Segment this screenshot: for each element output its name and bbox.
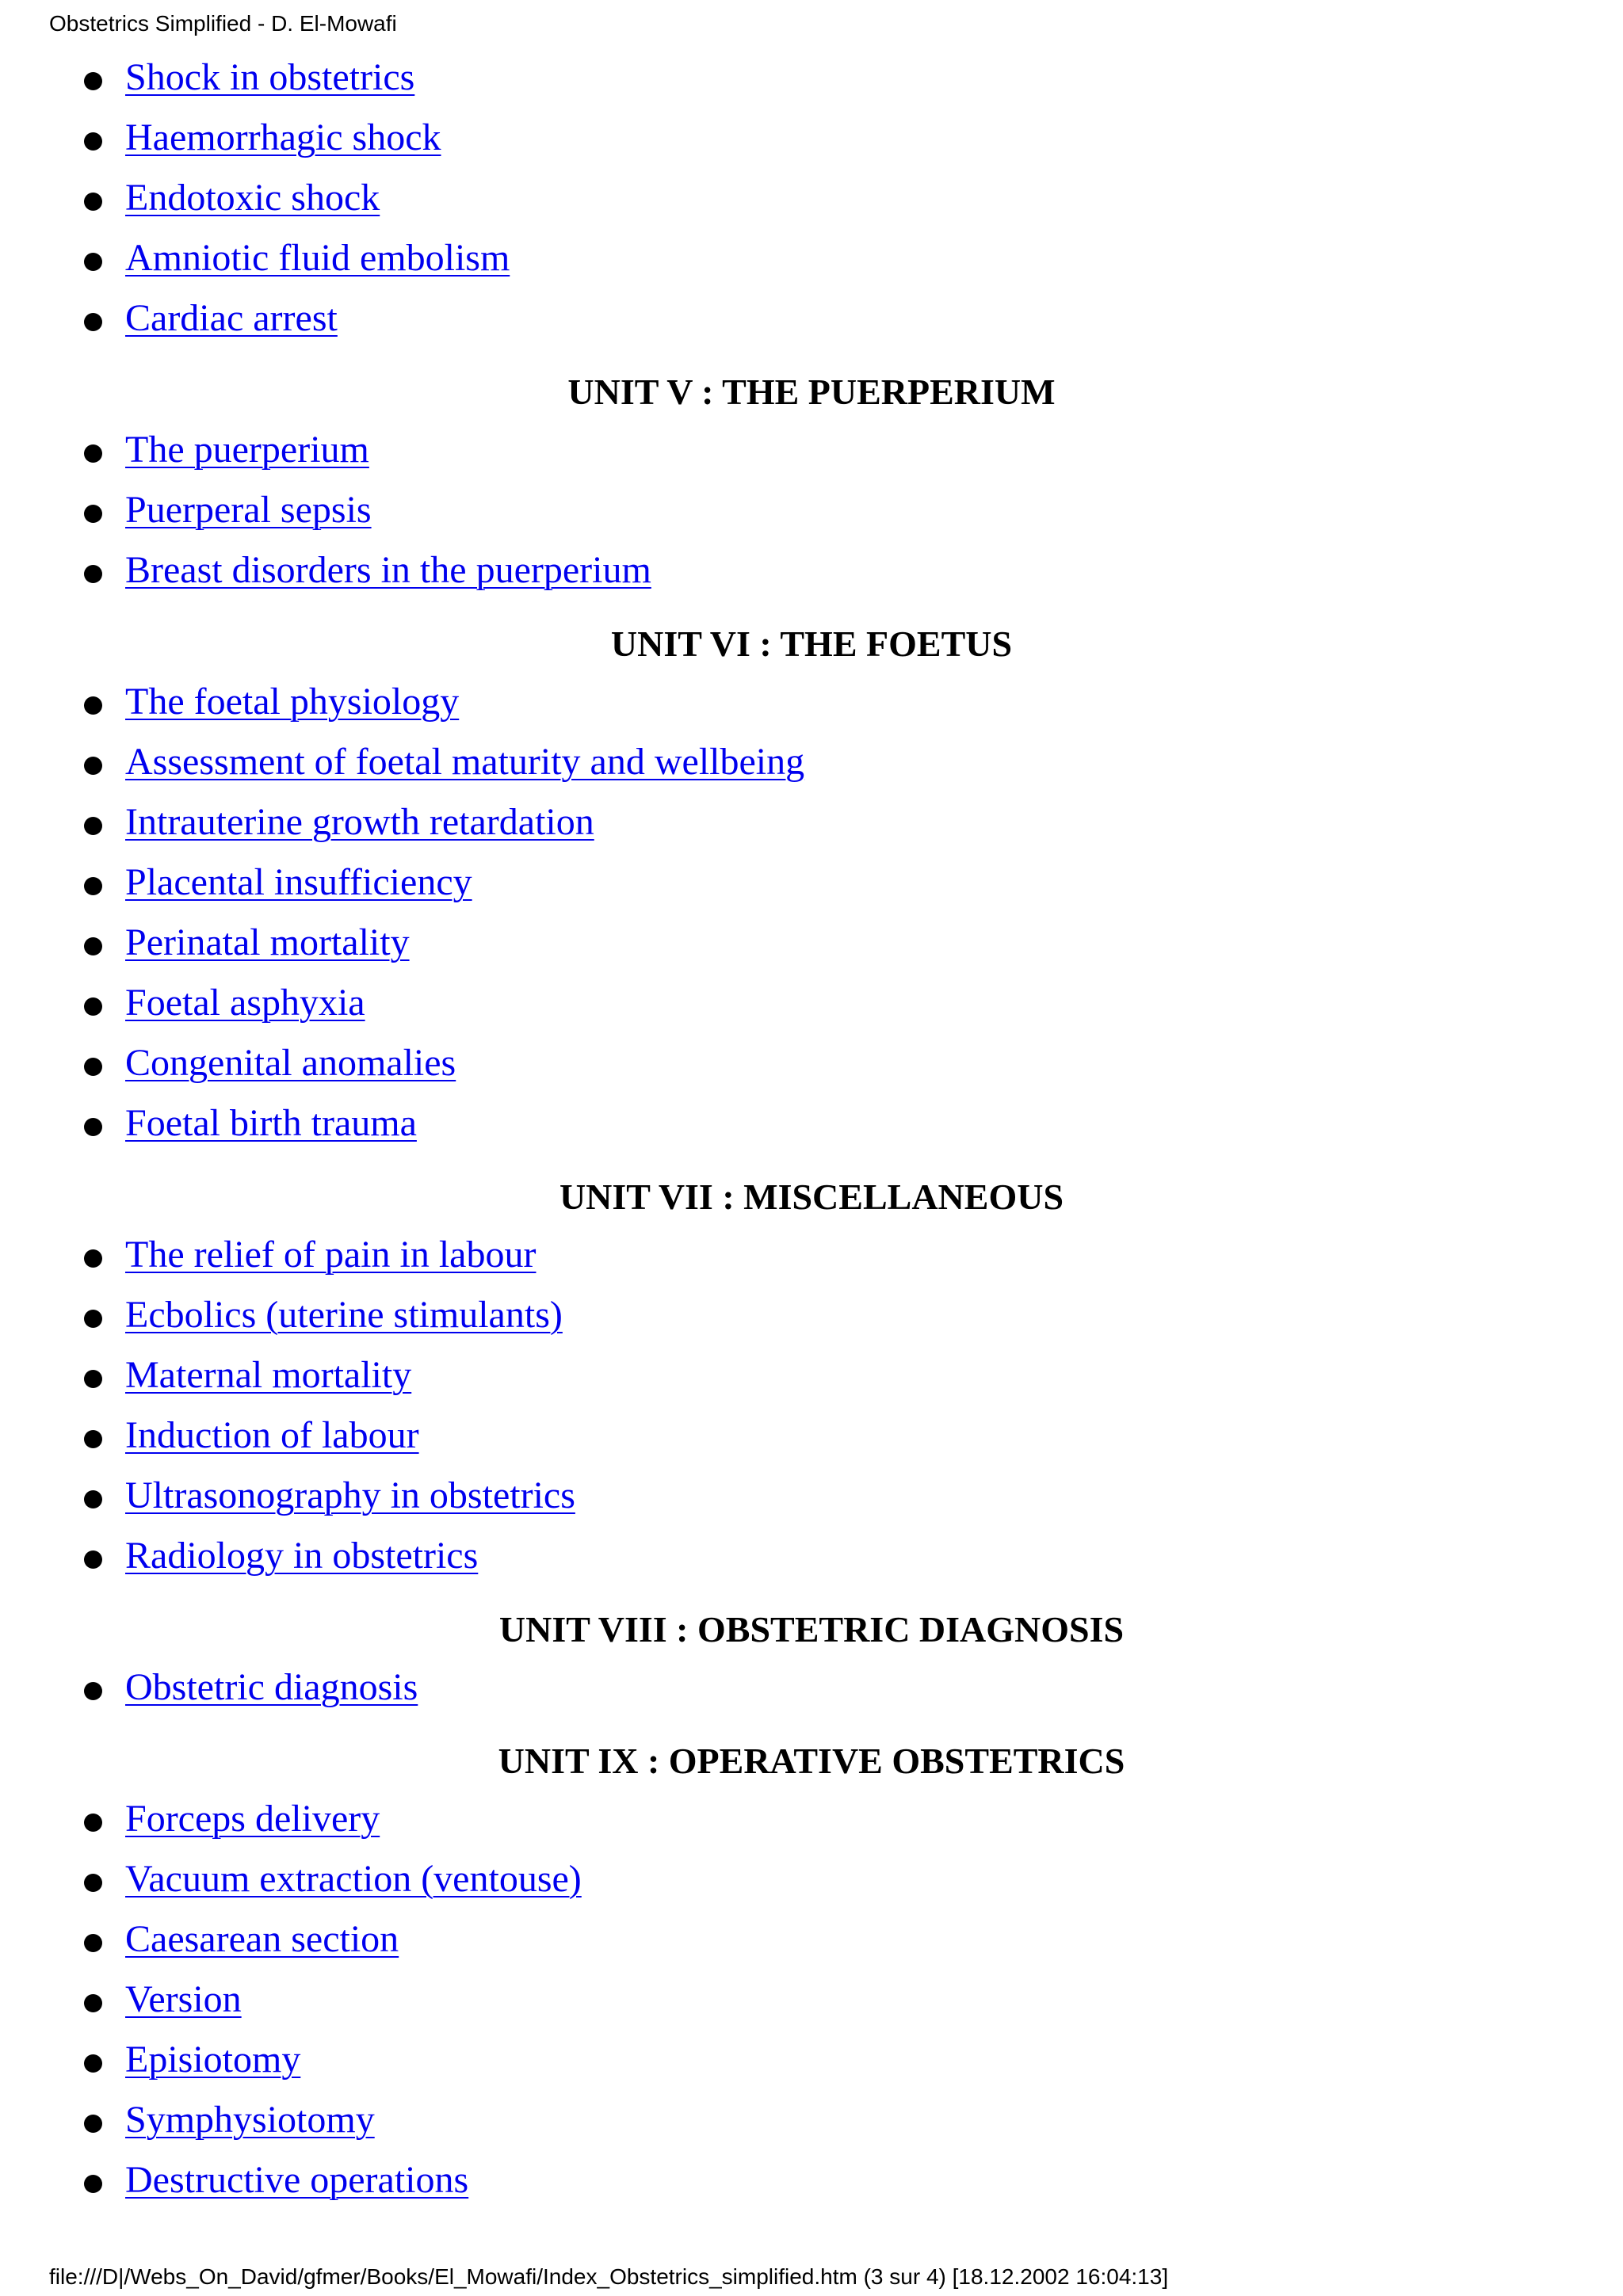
list-item <box>0 672 1623 732</box>
bullet-icon <box>84 997 102 1016</box>
list-item <box>0 732 1623 792</box>
list-item <box>0 1789 1623 1849</box>
toc-list-puerperium <box>0 420 1623 601</box>
list-item <box>0 792 1623 852</box>
bullet-icon <box>84 1249 102 1268</box>
toc-list-unit-iv-shock <box>0 48 1623 349</box>
bullet-icon <box>84 565 102 583</box>
toc-link[interactable]: Obstetric diagnosis <box>125 1666 418 1708</box>
list-item <box>0 2090 1623 2150</box>
page-header-title: Obstetrics Simplified - D. El-Mowafi <box>49 11 397 36</box>
bullet-icon <box>84 1310 102 1328</box>
toc-link[interactable]: Cardiac arrest <box>125 297 338 339</box>
toc-link[interactable]: Caesarean section <box>125 1918 399 1960</box>
toc-content <box>0 48 1623 2210</box>
toc-link[interactable]: Assessment of foetal maturity and wellbeing <box>125 741 805 783</box>
toc-link[interactable]: Ecbolics (uterine stimulants) <box>125 1294 563 1336</box>
list-item <box>0 913 1623 973</box>
toc-link[interactable]: Induction of labour <box>125 1414 419 1456</box>
list-item <box>0 1909 1623 1970</box>
bullet-icon <box>84 1430 102 1448</box>
page-footer-url: file:///D|/Webs_On_David/gfmer/Books/El_Mowafi/Index_Obstetrics_simplified.htm (3 sur 4) [18.12.2002 16:04:13] <box>49 2264 1169 2289</box>
unit-heading-foetus: UNIT VI : THE FOETUS <box>610 624 1013 664</box>
toc-link[interactable]: Haemorrhagic shock <box>125 116 441 158</box>
toc-link[interactable]: Endotoxic shock <box>125 177 380 219</box>
bullet-icon <box>84 2115 102 2133</box>
bullet-icon <box>84 1118 102 1136</box>
toc-link[interactable]: Perinatal mortality <box>125 921 410 963</box>
toc-link[interactable]: Breast disorders in the puerperium <box>125 549 651 591</box>
toc-list-operative-obstetrics <box>0 1789 1623 2210</box>
list-item <box>0 1657 1623 1718</box>
list-item <box>0 1970 1623 2030</box>
list-item <box>0 1225 1623 1285</box>
bullet-icon <box>84 1370 102 1388</box>
toc-link[interactable]: Amniotic fluid embolism <box>125 237 510 279</box>
bullet-icon <box>84 1550 102 1569</box>
list-item <box>0 1526 1623 1586</box>
bullet-icon <box>84 817 102 835</box>
bullet-icon <box>84 1814 102 1832</box>
bullet-icon <box>84 2054 102 2073</box>
toc-link[interactable]: Shock in obstetrics <box>125 56 415 98</box>
toc-link[interactable]: The foetal physiology <box>125 681 460 723</box>
bullet-icon <box>84 1682 102 1700</box>
bullet-icon <box>84 72 102 90</box>
list-item <box>0 1849 1623 1909</box>
toc-link[interactable]: Ultrasonography in obstetrics <box>125 1474 575 1516</box>
toc-link[interactable]: Radiology in obstetrics <box>125 1535 479 1577</box>
toc-link[interactable]: Puerperal sepsis <box>125 489 372 531</box>
bullet-icon <box>84 1490 102 1508</box>
bullet-icon <box>84 937 102 955</box>
toc-link[interactable]: Placental insufficiency <box>125 861 472 903</box>
bullet-icon <box>84 877 102 895</box>
list-item <box>0 1285 1623 1345</box>
toc-link[interactable]: The relief of pain in labour <box>125 1234 537 1276</box>
toc-link[interactable]: Intrauterine growth retardation <box>125 801 594 843</box>
bullet-icon <box>84 253 102 271</box>
bullet-icon <box>84 1058 102 1076</box>
list-item <box>0 420 1623 480</box>
list-item <box>0 973 1623 1033</box>
bullet-icon <box>84 444 102 463</box>
bullet-icon <box>84 1874 102 1892</box>
toc-list-miscellaneous <box>0 1225 1623 1586</box>
list-item <box>0 48 1623 108</box>
bullet-icon <box>84 1994 102 2012</box>
bullet-icon <box>84 193 102 211</box>
bullet-icon <box>84 505 102 523</box>
list-item <box>0 1093 1623 1154</box>
list-item <box>0 1345 1623 1405</box>
unit-heading-operative-obstetrics: UNIT IX : OPERATIVE OBSTETRICS <box>498 1741 1125 1781</box>
toc-link[interactable]: Foetal birth trauma <box>125 1102 417 1144</box>
unit-heading-miscellaneous: UNIT VII : MISCELLANEOUS <box>559 1177 1064 1217</box>
toc-link[interactable]: Destructive operations <box>125 2159 469 2201</box>
toc-link[interactable]: Congenital anomalies <box>125 1042 456 1084</box>
list-item <box>0 540 1623 601</box>
list-item <box>0 1033 1623 1093</box>
list-item <box>0 228 1623 288</box>
bullet-icon <box>84 1934 102 1952</box>
list-item <box>0 2030 1623 2090</box>
toc-link[interactable]: Version <box>125 1978 242 2020</box>
toc-link[interactable]: The puerperium <box>125 429 369 471</box>
list-item <box>0 480 1623 540</box>
toc-link[interactable]: Symphysiotomy <box>125 2099 375 2141</box>
list-item <box>0 1405 1623 1466</box>
toc-link[interactable]: Forceps delivery <box>125 1798 380 1840</box>
toc-link[interactable]: Foetal asphyxia <box>125 982 365 1024</box>
list-item <box>0 852 1623 913</box>
toc-link[interactable]: Episiotomy <box>125 2039 301 2081</box>
toc-link[interactable]: Maternal mortality <box>125 1354 412 1396</box>
unit-heading-obstetric-diagnosis: UNIT VIII : OBSTETRIC DIAGNOSIS <box>498 1609 1125 1650</box>
bullet-icon <box>84 696 102 715</box>
list-item <box>0 2150 1623 2210</box>
unit-heading-puerperium: UNIT V : THE PUERPERIUM <box>567 372 1056 412</box>
bullet-icon <box>84 313 102 331</box>
toc-list-foetus <box>0 672 1623 1154</box>
bullet-icon <box>84 757 102 775</box>
toc-list-obstetric-diagnosis <box>0 1657 1623 1718</box>
list-item <box>0 108 1623 168</box>
bullet-icon <box>84 132 102 151</box>
list-item <box>0 288 1623 349</box>
list-item <box>0 1466 1623 1526</box>
bullet-icon <box>84 2175 102 2193</box>
toc-link[interactable]: Vacuum extraction (ventouse) <box>125 1858 582 1900</box>
list-item <box>0 168 1623 228</box>
